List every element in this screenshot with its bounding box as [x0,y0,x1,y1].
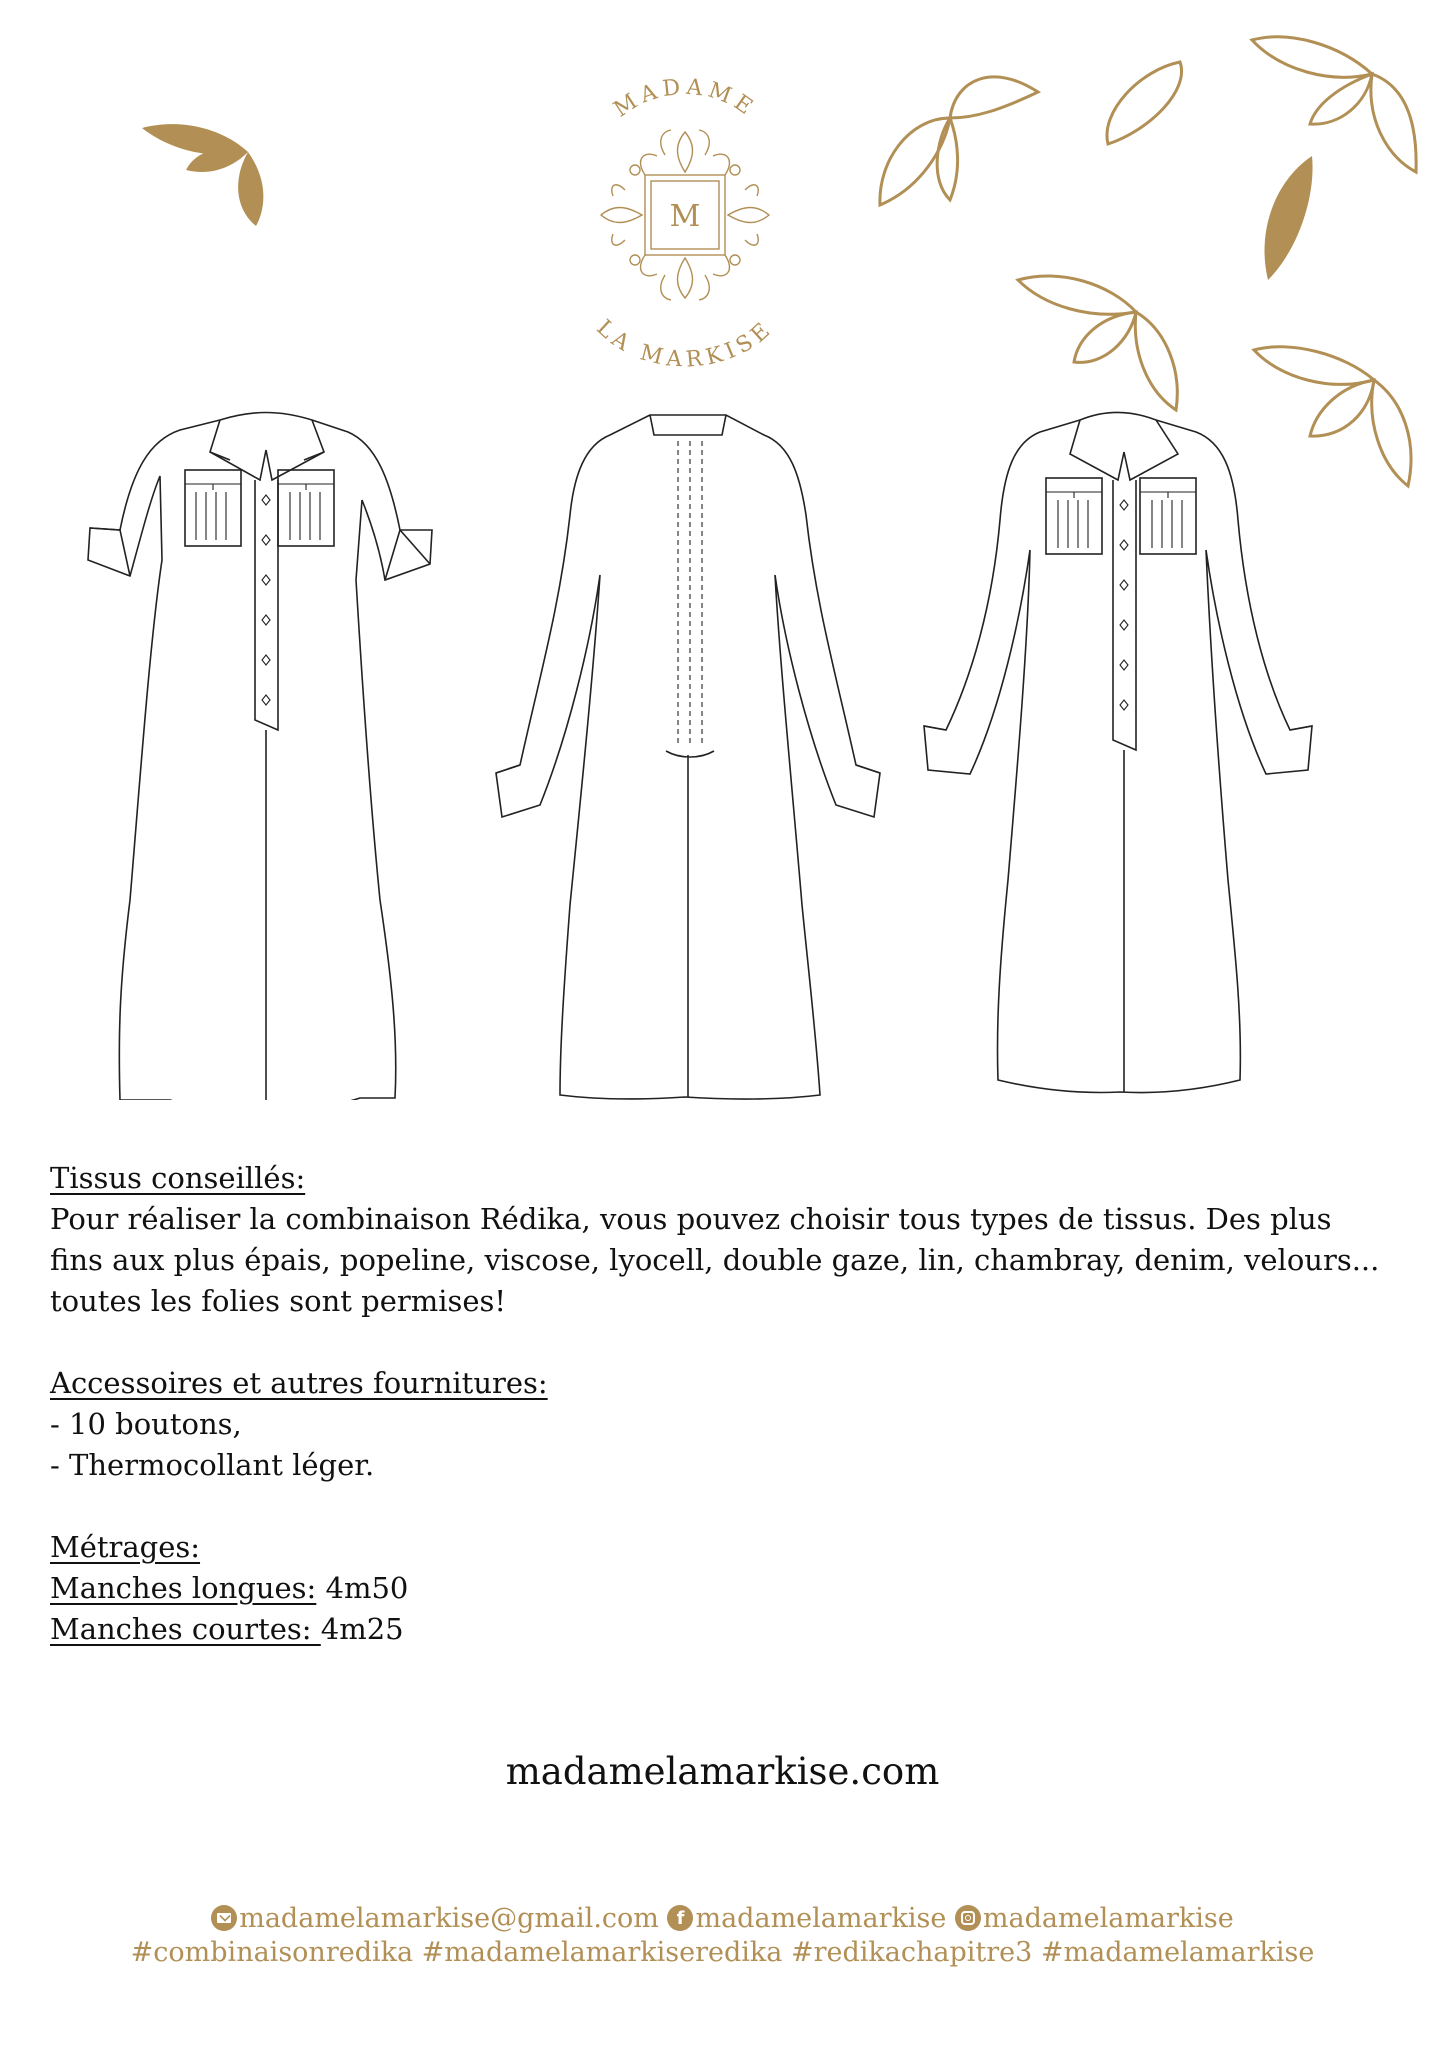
brand-logo [565,60,805,380]
yardage-long [50,1568,1410,1609]
yardage-short-value: 4m25 [320,1612,404,1646]
yardage-short [50,1609,1410,1650]
website-link[interactable]: madamelamarkise.com [505,1750,940,1793]
fabrics-heading: Tissus conseillés: [50,1161,306,1195]
facebook-icon [667,1905,693,1931]
logo-monogram: M [669,199,701,234]
yardage-long-value: 4m50 [316,1571,409,1605]
footer-email[interactable]: madamelamarkise@gmail.com [239,1903,659,1934]
instagram-icon [955,1905,981,1931]
footer-facebook[interactable]: madamelamarkise [695,1903,947,1934]
fabrics-line-2: fins aux plus épais, popeline, viscose, lyocell, double gaze, lin, chambray, denim, velours... [50,1243,1380,1277]
supplies-heading: Accessoires et autres fournitures: [50,1366,548,1400]
supplies-item-1: - 10 boutons, [50,1407,242,1441]
logo-text-bottom: LA MARKISE [591,315,779,373]
leaf-cluster-left-icon [142,124,263,226]
yardage-heading: Métrages: [50,1530,201,1564]
logo-text-top: MADAME [609,74,761,123]
garment-back [490,405,890,1105]
leaf-cluster-right-icon [1252,37,1416,280]
footer-contacts [0,1902,1445,1936]
fabrics-line-1: Pour réaliser la combinaison Rédika, vous pouvez choisir tous types de tissus. Des plus [50,1202,1332,1236]
footer [0,1902,1445,1970]
garment-short-sleeve-front [80,380,450,1100]
yardage-short-label: Manches courtes: [50,1612,321,1646]
info-text-block [50,1158,1410,1650]
garment-long-sleeve-front [900,380,1340,1100]
yardage-long-label: Manches longues: [50,1571,317,1605]
footer-hashtags: #combinaisonredika #madamelamarkiseredika #redikachapitre3 #madamelamarkise [130,1937,1315,1968]
supplies-item-2: - Thermocollant léger. [50,1448,375,1482]
leaf-cluster-center-icon [880,62,1182,205]
email-icon [211,1905,237,1931]
fabrics-line-3: toutes les folies sont permises! [50,1284,507,1318]
footer-instagram[interactable]: madamelamarkise [982,1903,1234,1934]
